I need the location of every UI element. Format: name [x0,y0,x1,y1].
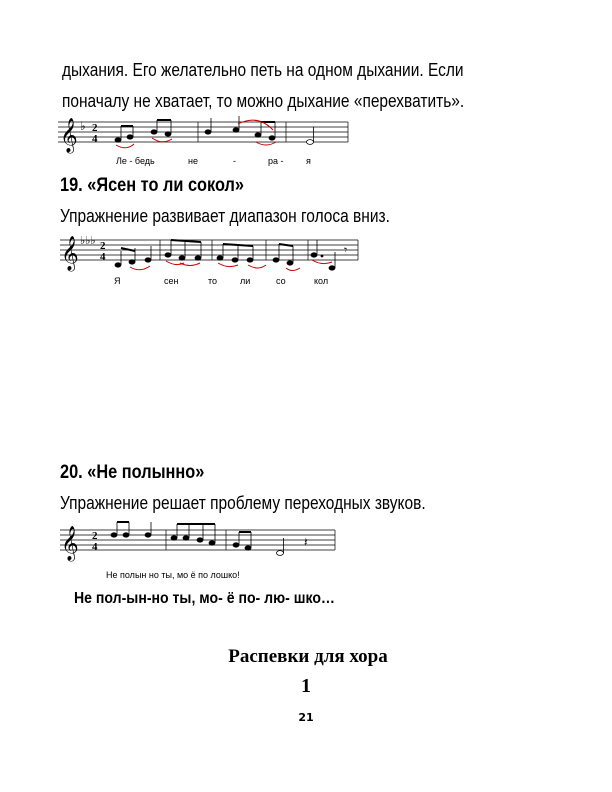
score2-lyric-6: кол [314,276,329,286]
score2-lyric-4: ли [240,276,251,286]
time-sig-bottom: 4 [92,541,98,553]
rest-icon: 𝄽 [304,535,308,549]
treble-clef-icon: 𝄞 [61,237,79,270]
score-2 [60,232,370,294]
intro-line-1: дыхания. Его желательно петь на одном дыхании. Если [62,60,464,80]
intro-line-2: поначалу не хватает, то можно дыхание «перехватить». [62,91,465,111]
treble-clef-icon: 𝄞 [61,527,79,560]
score2-lyric-2: сен [164,276,179,286]
page-number: 21 [298,711,314,724]
time-sig-top: 2 [100,240,106,252]
score2-lyric-1: Я [114,276,121,286]
time-sig-bottom: 4 [100,251,106,263]
score2-lyric-3: то [208,276,218,286]
score1-lyric-1: Ле - бедь [116,156,155,166]
choir-title: Распевки для хора [228,646,388,667]
flat-icon: ♭♭♭ [80,235,96,247]
score1-lyric-2: не [188,156,198,166]
score2-lyric-5: со [276,276,286,286]
treble-clef-icon: 𝄞 [60,119,78,152]
score1-lyric-4: ра - [268,156,284,166]
score1-lyric-3: - [233,156,236,166]
choir-number: 1 [301,675,311,697]
ex20-title: 20. «Не полынно» [60,462,205,483]
flat-icon: ♭ [80,119,86,133]
ex19-desc: Упражнение развивает диапазон голоса вниз. [60,206,390,226]
score-3 [60,518,350,584]
score3-big-lyrics: Не пол-ын-но ты, мо- ё по- лю- шко… [74,590,336,607]
time-sig-top: 2 [92,530,98,542]
score3-small-lyrics: Не полын но ты, мо ё по лошко! [106,570,240,580]
ex20-desc: Упражнение решает проблему переходных звуков. [60,493,426,513]
ex19-title: 19. «Ясен то ли сокол» [60,175,245,196]
time-sig-bottom: 4 [92,133,98,145]
rest-icon: 𝄾 [344,243,348,257]
time-sig-top: 2 [92,122,98,134]
score-1 [58,112,358,174]
score1-lyric-5: я [306,156,311,166]
